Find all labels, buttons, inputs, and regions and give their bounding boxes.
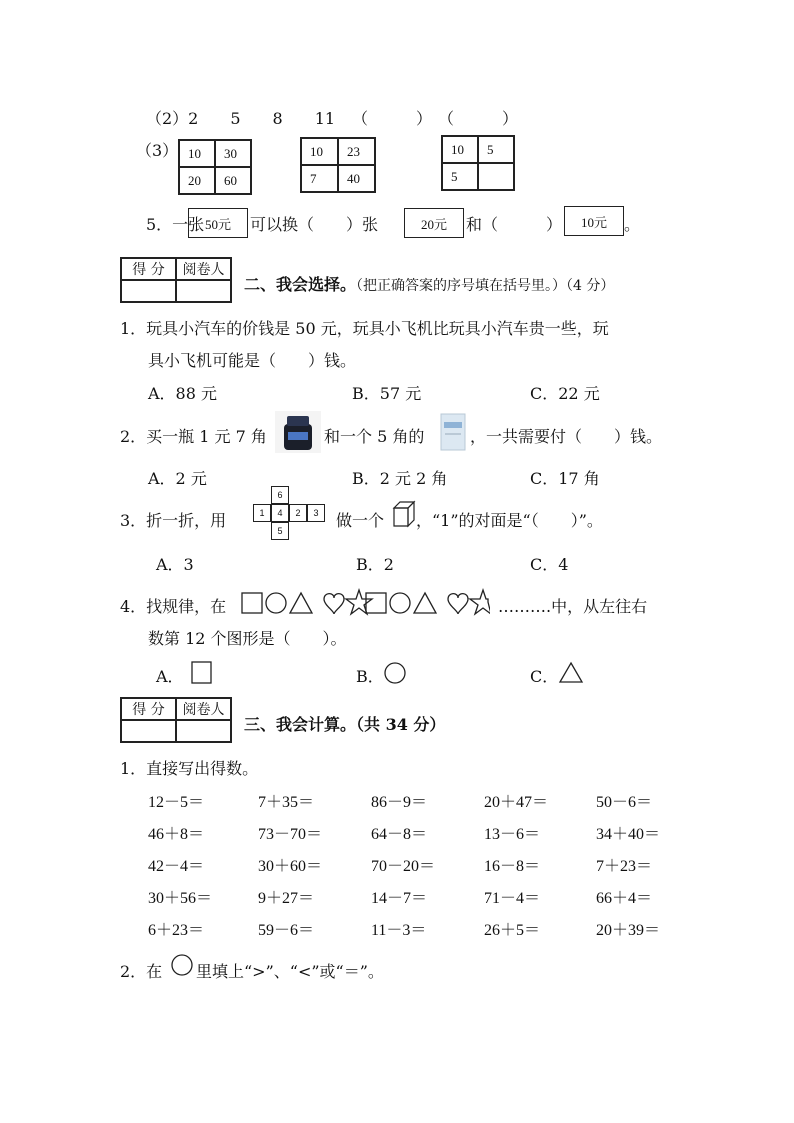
- grid-cell: 10: [301, 138, 338, 165]
- score-label: 得 分: [121, 698, 176, 720]
- heart-icon: [448, 594, 468, 614]
- heart-icon: [324, 594, 344, 614]
- net-face: 5: [271, 522, 289, 540]
- triangle-icon: [414, 593, 436, 613]
- option-a[interactable]: A．88 元: [148, 384, 218, 403]
- question-text: 3．折一折，用: [120, 511, 227, 530]
- section-3-heading: [244, 712, 445, 735]
- calc-item[interactable]: 30＋56＝: [148, 890, 213, 907]
- grid-cell[interactable]: [478, 163, 514, 190]
- calc-item[interactable]: 30＋60＝: [258, 858, 323, 875]
- net-face: 4: [271, 504, 289, 522]
- score-box: [120, 697, 232, 743]
- option-c[interactable]: C．17 角: [530, 469, 600, 488]
- grader-label: 阅卷人: [176, 258, 231, 280]
- calc-item[interactable]: 50－6＝: [596, 794, 653, 811]
- q5-mid1: 可以换（ ）张: [250, 215, 379, 234]
- number-grid-c: [441, 135, 515, 191]
- score-label: 得 分: [121, 258, 176, 280]
- net-face: 1: [253, 504, 271, 522]
- shape-sequence: [240, 586, 490, 616]
- grid-cell: 40: [338, 165, 375, 192]
- calc-item[interactable]: 86－9＝: [371, 794, 428, 811]
- calc-item[interactable]: 70－20＝: [371, 858, 436, 875]
- grader-cell[interactable]: [176, 280, 231, 302]
- grid-cell: 5: [442, 163, 478, 190]
- option-c[interactable]: C．4: [530, 555, 569, 574]
- question-text: ，一共需要付（ ）钱。: [470, 427, 663, 446]
- ink-bottle-icon: [274, 410, 322, 454]
- grid-cell: 20: [179, 167, 215, 194]
- option-b[interactable]: B．2: [356, 555, 394, 574]
- answer-blank[interactable]: （ ）: [352, 109, 433, 128]
- grid-cell: 5: [478, 136, 514, 163]
- calc-item[interactable]: 11－3＝: [371, 922, 427, 939]
- question-text: 1．玩具小汽车的价钱是 50 元，玩具小飞机比玩具小汽车贵一些，玩: [120, 319, 609, 338]
- calc-item[interactable]: 9＋27＝: [258, 890, 315, 907]
- grid-cell: 7: [301, 165, 338, 192]
- eraser-icon: [438, 410, 468, 454]
- circle-icon: [170, 953, 194, 977]
- cube-icon: [392, 500, 416, 528]
- grader-label: 阅卷人: [176, 698, 231, 720]
- section-2-heading: [244, 272, 614, 295]
- grid-cell: 60: [215, 167, 251, 194]
- score-cell[interactable]: [121, 280, 176, 302]
- calc-item[interactable]: 20＋47＝: [484, 794, 549, 811]
- option-b[interactable]: B．: [356, 667, 384, 686]
- question-text: 2．在: [120, 962, 163, 981]
- calc-item[interactable]: 66＋4＝: [596, 890, 653, 907]
- calc-item[interactable]: 34＋40＝: [596, 826, 661, 843]
- calc-item[interactable]: 13－6＝: [484, 826, 541, 843]
- calc-item[interactable]: 7＋35＝: [258, 794, 315, 811]
- question-text: 4．找规律，在: [120, 597, 227, 616]
- option-a[interactable]: A．2 元: [148, 469, 207, 488]
- calc-item[interactable]: 12－5＝: [148, 794, 205, 811]
- grid-cell: 23: [338, 138, 375, 165]
- star-icon: [470, 590, 490, 614]
- section-title: 三、我会计算。: [244, 715, 357, 734]
- calc-item[interactable]: 46＋8＝: [148, 826, 205, 843]
- calc-item[interactable]: 71－4＝: [484, 890, 541, 907]
- triangle-icon: [290, 593, 312, 613]
- question-text: 做一个: [336, 511, 385, 530]
- banknote-10: 10元: [564, 206, 624, 236]
- score-cell[interactable]: [121, 720, 176, 742]
- net-face: 3: [307, 504, 325, 522]
- row-3-label: （3）: [136, 141, 179, 160]
- question-text: ，“1”的对面是“（ ）”。: [416, 511, 603, 530]
- question-text: 数第 12 个图形是（ ）。: [148, 629, 347, 648]
- calc-item[interactable]: 6＋23＝: [148, 922, 205, 939]
- q5-mid2: 和（ ）: [466, 215, 563, 234]
- section-title: 二、我会选择。: [244, 275, 357, 294]
- calc-item[interactable]: 7＋23＝: [596, 858, 653, 875]
- calc-item[interactable]: 20＋39＝: [596, 922, 661, 939]
- option-c[interactable]: C．: [530, 667, 559, 686]
- grid-cell: 10: [179, 140, 215, 167]
- question-text: 和一个 5 角的: [324, 427, 425, 446]
- grid-cell: 10: [442, 136, 478, 163]
- banknote-50: 50元: [188, 208, 248, 238]
- grid-cell: 30: [215, 140, 251, 167]
- section-note: （共 34 分）: [356, 715, 446, 734]
- square-icon: [190, 660, 214, 686]
- question-text: 具小飞机可能是（ ）钱。: [148, 351, 357, 370]
- option-a[interactable]: A．: [156, 667, 184, 686]
- banknote-20: 20元: [404, 208, 464, 238]
- calc-item[interactable]: 14－7＝: [371, 890, 428, 907]
- triangle-icon: [558, 660, 584, 686]
- net-face: 6: [271, 486, 289, 504]
- question-text: 里填上“>”、“<”或“＝”。: [196, 962, 384, 981]
- option-c[interactable]: C．22 元: [530, 384, 600, 403]
- number-grid-a: [178, 139, 252, 195]
- q5-suffix: 。: [624, 215, 641, 234]
- calc-item[interactable]: 64－8＝: [371, 826, 428, 843]
- square-icon: [366, 593, 386, 613]
- section-note: （把正确答案的序号填在括号里。）（4 分）: [356, 278, 615, 294]
- q5-prefix: 5．一张: [146, 215, 205, 234]
- number-grid-b: [300, 137, 376, 193]
- score-box: [120, 257, 232, 303]
- question-text: ……….中，从左往右: [498, 597, 648, 616]
- answer-blank[interactable]: （ ）: [438, 109, 519, 128]
- calc-item[interactable]: 42－4＝: [148, 858, 205, 875]
- calc-item[interactable]: 73－70＝: [258, 826, 323, 843]
- option-b[interactable]: B．2 元 2 角: [352, 469, 448, 488]
- square-icon: [242, 593, 262, 613]
- circle-icon: [382, 660, 408, 686]
- question-text: 2．买一瓶 1 元 7 角: [120, 427, 267, 446]
- option-b[interactable]: B．57 元: [352, 384, 422, 403]
- grader-cell[interactable]: [176, 720, 231, 742]
- sequence-row-2: （2）2 5 8 11: [146, 109, 336, 128]
- question-text: 1．直接写出得数。: [120, 759, 259, 778]
- circle-icon: [266, 593, 286, 613]
- option-a[interactable]: A．3: [156, 555, 194, 574]
- net-face: 2: [289, 504, 307, 522]
- circle-icon: [390, 593, 410, 613]
- calc-item[interactable]: 16－8＝: [484, 858, 541, 875]
- calc-item[interactable]: 26＋5＝: [484, 922, 541, 939]
- calc-item[interactable]: 59－6＝: [258, 922, 315, 939]
